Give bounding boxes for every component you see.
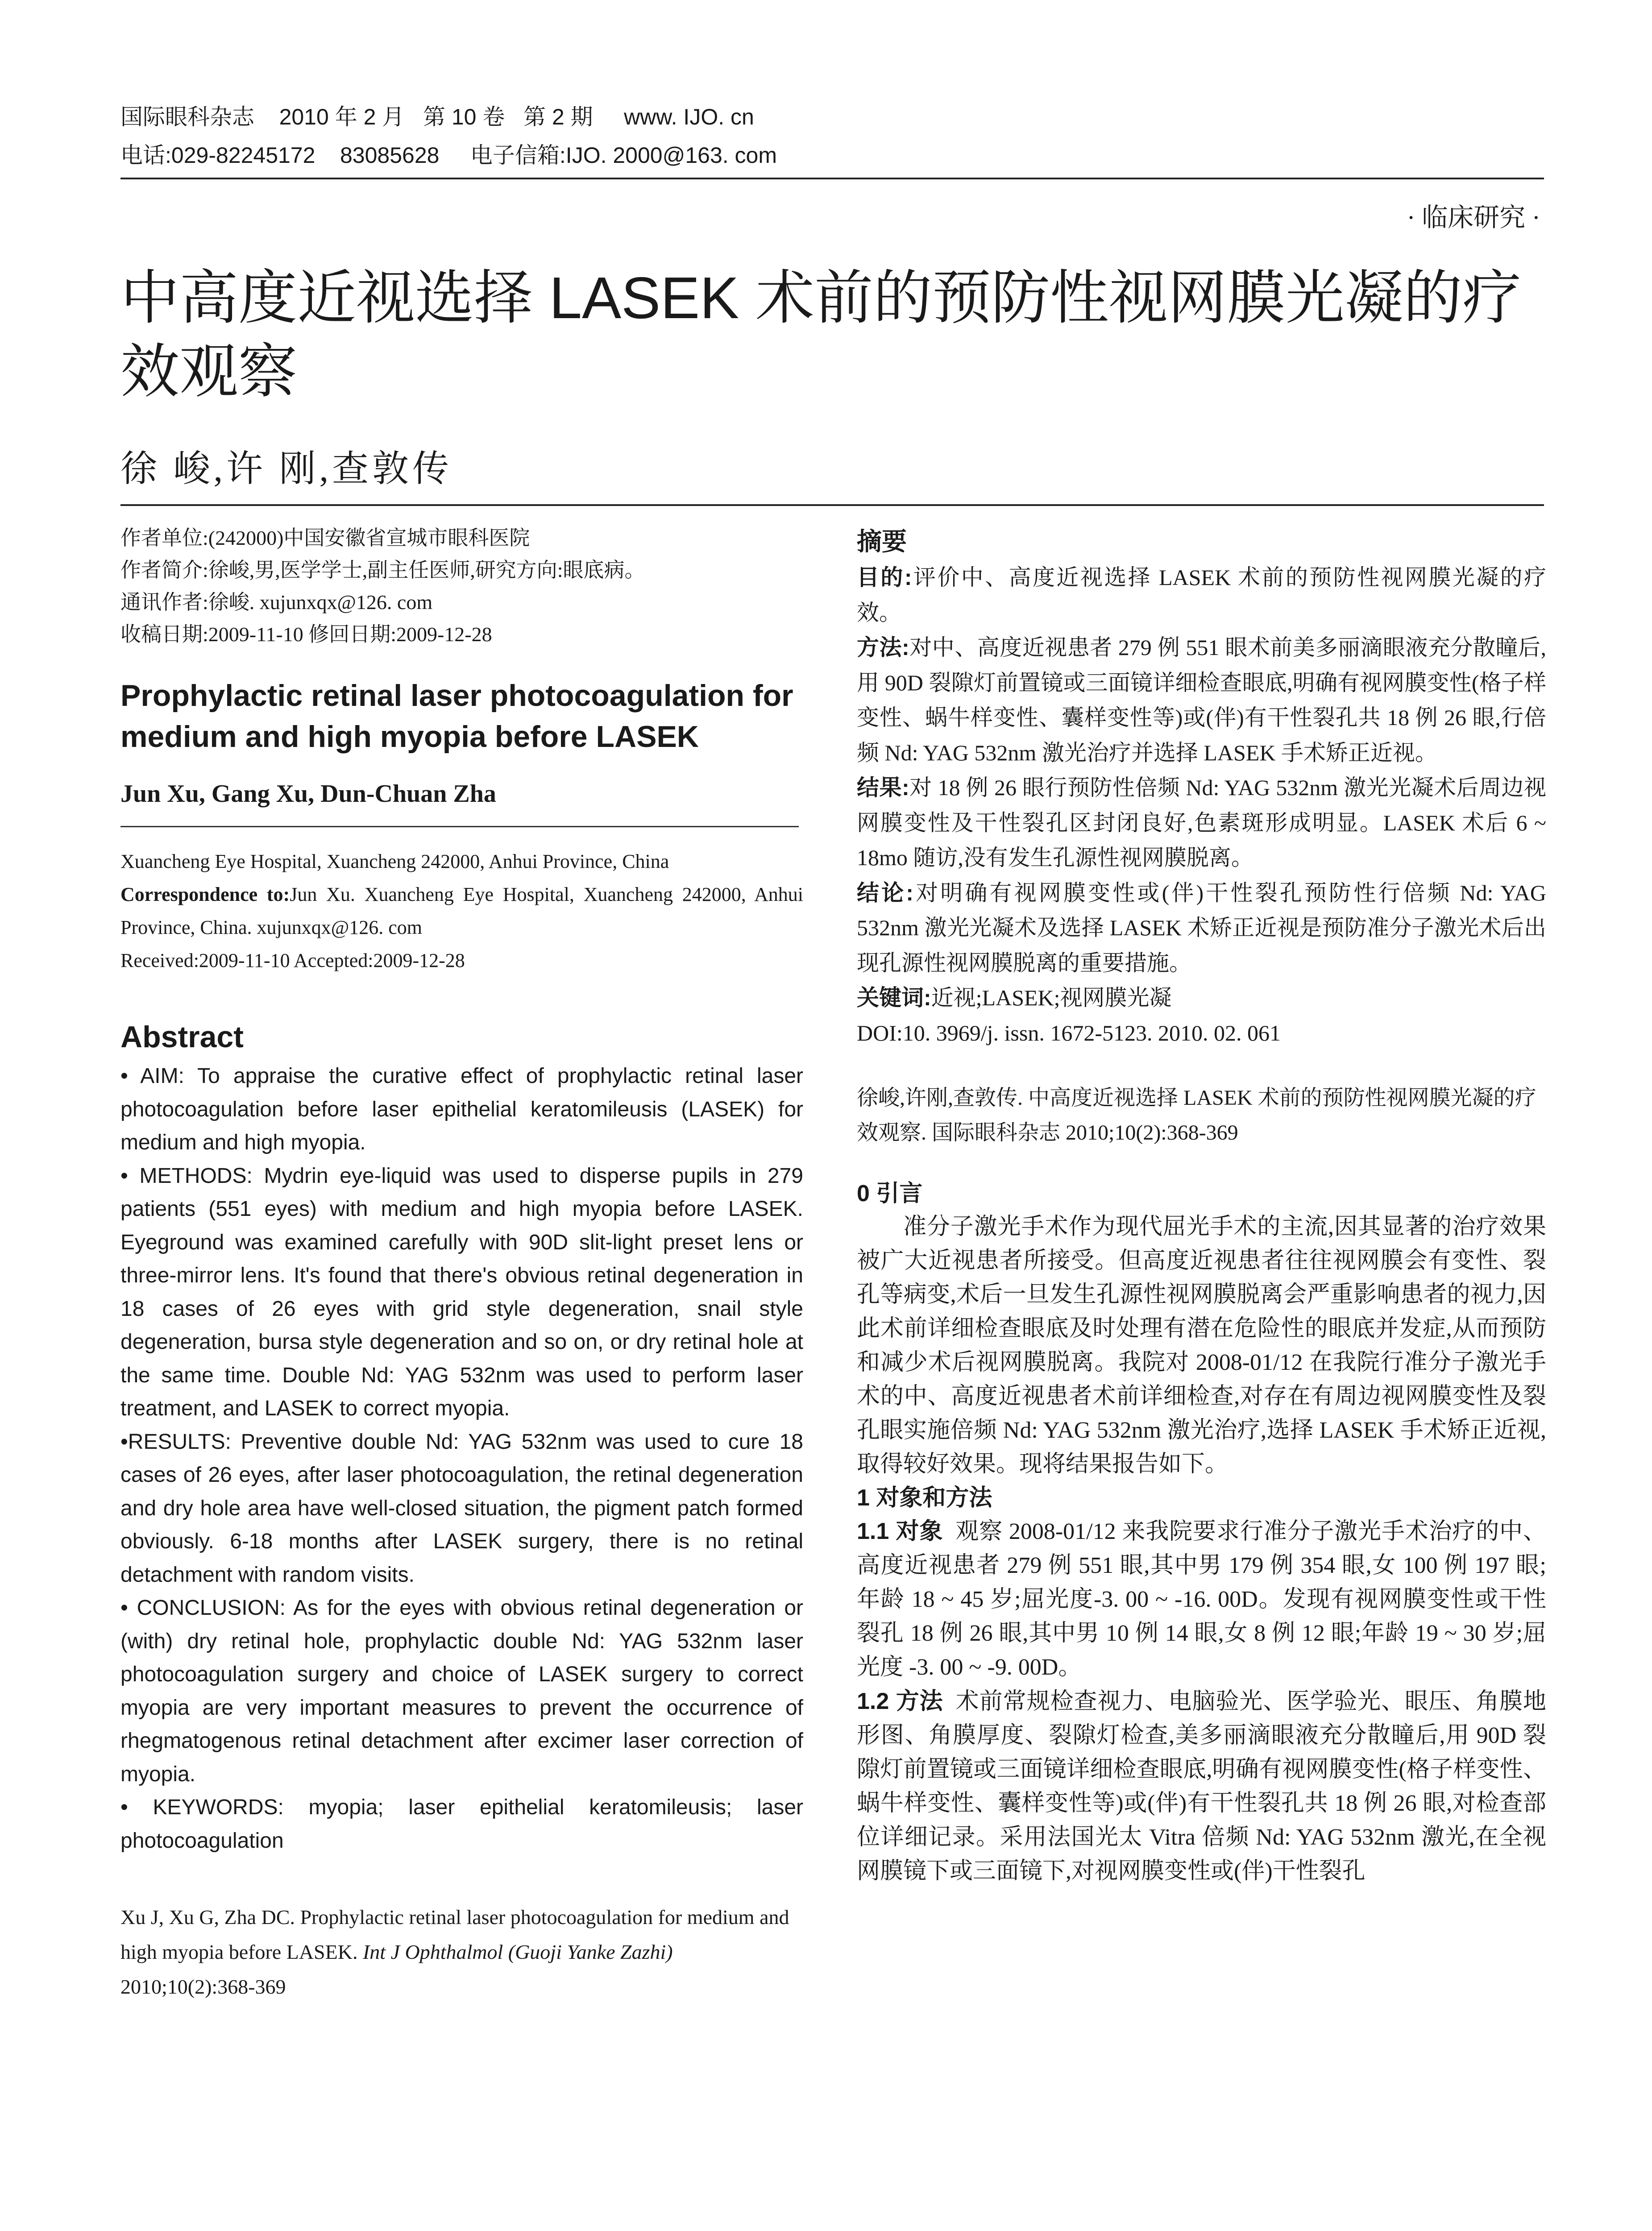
- received-dates: 收稿日期:2009-11-10 修回日期:2009-12-28: [120, 623, 492, 646]
- abstract-conclusion: [120, 1592, 803, 1791]
- conclusion-text: As for the eyes with obvious retinal degeneration or (with) dry retinal hole, prophylactic double Nd: YAG 532nm laser photocoagulation surgery and choice of LASEK surgery to correct myopia are very important measures to prevent the occurrence of rhegmatogenous retinal detachment after excimer laser correction of myopia.: [120, 1596, 804, 1786]
- chinese-citation: 徐峻,许刚,查敦传. 中高度近视选择 LASEK 术前的预防性视网膜光凝的疗效观察. 国际眼科杂志 2010;10(2):368-369: [857, 1086, 1536, 1145]
- zh-keywords: [857, 980, 1546, 1016]
- zh-aim-text: 评价中、高度近视选择 LASEK 术前的预防性视网膜光凝的疗效。: [857, 565, 1546, 625]
- methods-text: Mydrin eye-liquid was used to disperse pupils in 279 patients (551 eyes) with medium and high myopia before LASEK. Eyeground was examined carefully with 90D slit-light preset lens or three-mirror lens. It's found that there's obvious retinal degeneration in 18 cases of 26 eyes with grid style degeneration, snail style degeneration, bursa style degeneration and so on, or dry retinal hole at the same time. Double Nd: YAG 532nm was used to perform laser treatment, and LASEK to correct myopia.: [120, 1164, 804, 1420]
- zh-conclusion-text: 对明确有视网膜变性或(伴)干性裂孔预防性行倍频 Nd: YAG 532nm 激光光凝术及选择 LASEK 术矫正近视是预防准分子激光术后出现孔源性视网膜脱离的重要措施。: [857, 880, 1546, 975]
- chinese-abstract-heading: 摘要: [857, 527, 907, 556]
- zh-conclusion: [857, 875, 1546, 981]
- zh-keywords-label: 关键词:: [857, 985, 931, 1010]
- author-correspondence: 通讯作者:徐峻. xujunxqx@126. com: [120, 591, 433, 614]
- citation-post: 2010;10(2):368-369: [120, 1975, 286, 1998]
- zh-doi: DOI:10. 3969/j. issn. 1672-5123. 2010. 02. 061: [857, 1020, 1281, 1045]
- article-authors: 徐 峻,许 刚,查敦传: [120, 448, 453, 489]
- subjects-label: 1.1 对象: [857, 1518, 943, 1544]
- english-title: Prophylactic retinal laser photocoagulation for medium and high myopia before LASEK: [120, 679, 793, 754]
- results-text: Preventive double Nd: YAG 532nm was used to cure 18 cases of 26 eyes, after laser photocoagulation, the retinal degeneration and dry hole area have well-closed situation, the pigment patch formed obviously. 6-18 months after LASEK surgery, there is no retinal detachment with random visits.: [120, 1430, 803, 1587]
- abstract-keywords: [120, 1791, 803, 1858]
- results-label: •RESULTS:: [120, 1430, 231, 1454]
- abstract-heading: Abstract: [120, 1020, 244, 1054]
- abstract-aim: [120, 1060, 803, 1160]
- correspondence-text: Jun Xu. Xuancheng Eye Hospital, Xuancheng 242000, Anhui Province, China. xujunxqx@126. com: [120, 883, 803, 938]
- methods-label: 1.2 方法: [857, 1688, 943, 1714]
- methods-heading: 1 对象和方法: [857, 1485, 992, 1511]
- zh-aim: [857, 560, 1546, 630]
- journal-header-line1: 国际眼科杂志 2010 年 2 月 第 10 卷 第 2 期 www. IJO. cn: [120, 104, 754, 129]
- author-bio: 作者简介:徐峻,男,医学学士,副主任医师,研究方向:眼底病。: [120, 559, 645, 581]
- english-correspondence: [120, 878, 803, 944]
- zh-methods: [857, 630, 1546, 770]
- methods-text: 术前常规检查视力、电脑验光、医学验光、眼压、角膜地形图、角膜厚度、裂隙灯检查,美多丽滴眼液充分散瞳后,用 90D 裂隙灯前置镜或三面镜详细检查眼底,明确有视网膜变性(格子样变性、蜗牛样变性、囊样变性等)或(伴)有干性裂孔共 18 例 26 眼,对检查部位详细记录。采用法国光太 Vitra 倍频 Nd: YAG 532nm 激光,在全视网膜镜下或三面镜下,对视网膜变性或(伴)干性裂孔: [857, 1689, 1546, 1884]
- abstract-results: [120, 1426, 803, 1592]
- english-affiliation: Xuancheng Eye Hospital, Xuancheng 242000, Anhui Province, China: [120, 850, 669, 872]
- keywords-text: myopia; laser epithelial keratomileusis; laser photocoagulation: [120, 1796, 803, 1853]
- subjects-text: 观察 2008-01/12 来我院要求行准分子激光手术治疗的中、高度近视患者 279 例 551 眼,其中男 179 例 354 眼,女 100 例 197 眼;年龄 18 ~ 45 岁;屈光度-3. 00 ~ -16. 00D。发现有视网膜变性或干性裂孔 18 例 26 眼,其中男 10 例 14 眼,女 8 例 12 眼;年龄 19 ~ 30 岁;屈光度 -3. 00 ~ -9. 00D。: [857, 1519, 1546, 1680]
- zh-aim-label: 目的:: [857, 565, 912, 590]
- intro-section: [857, 1177, 1546, 1888]
- zh-methods-text: 对中、高度近视患者 279 例 551 眼术前美多丽滴眼液充分散瞳后,用 90D 裂隙灯前置镜或三面镜详细检查眼底,明确有视网膜变性(格子样变性、蜗牛样变性、囊样变性等)或(伴)有干性裂孔共 18 例 26 眼,行倍频 Nd: YAG 532nm 激光治疗并选择 LASEK 手术矫正近视。: [857, 635, 1547, 765]
- aim-label: • AIM:: [120, 1064, 184, 1088]
- abstract-methods: [120, 1160, 803, 1426]
- methods-label: • METHODS:: [120, 1164, 253, 1188]
- author-info: [120, 522, 803, 651]
- english-abstract: [120, 1060, 803, 1858]
- english-received: Received:2009-11-10 Accepted:2009-12-28: [120, 950, 465, 971]
- conclusion-label: • CONCLUSION:: [120, 1596, 286, 1620]
- zh-results-label: 结果:: [857, 775, 909, 800]
- zh-keywords-text: 近视;LASEK;视网膜光凝: [931, 985, 1172, 1010]
- english-authors: Jun Xu, Gang Xu, Dun-Chuan Zha: [120, 780, 496, 808]
- intro-paragraph: 准分子激光手术作为现代屈光手术的主流,因其显著的治疗效果被广大近视患者所接受。但高度近视患者往往视网膜会有变性、裂孔等病变,术后一旦发生孔源性视网膜脱离会严重影响患者的视力,因此术前详细检查眼底及时处理有潜在危险性的眼底并发症,从而预防和减少术后视网膜脱离。我院对 2008-01/12 在我院行准分子激光手术的中、高度近视患者术前详细检查,对存在有周边视网膜变性及裂孔眼实施倍频 Nd: YAG 532nm 激光治疗,选择 LASEK 手术矫正近视,取得较好效果。现将结果报告如下。: [857, 1214, 1546, 1477]
- citation-pre: Xu J, Xu G, Zha DC. Prophylactic retinal laser photocoagulation for medium and high myopia before LASEK.: [120, 1906, 789, 1963]
- author-unit: 作者单位:(242000)中国安徽省宣城市眼科医院: [120, 527, 530, 549]
- keywords-label: • KEYWORDS:: [120, 1796, 284, 1819]
- intro-heading: 0 引言: [857, 1181, 923, 1207]
- title-rule: [120, 504, 1544, 506]
- journal-header-line2: 电话:029-82245172 83085628 电子信箱:IJO. 2000@163. com: [120, 143, 777, 168]
- right-column: [857, 522, 1546, 1888]
- left-column: [120, 522, 803, 2004]
- zh-results: [857, 770, 1546, 875]
- citation-journal: Int J Ophthalmol (Guoji Yanke Zazhi): [362, 1941, 673, 1963]
- correspondence-label: Correspondence to:: [120, 883, 290, 905]
- header-rule: [120, 178, 1544, 179]
- english-affiliation-block: [120, 845, 803, 977]
- article-title: 中高度近视选择 LASEK 术前的预防性视网膜光凝的疗效观察: [120, 265, 1521, 404]
- zh-conclusion-label: 结论:: [857, 880, 913, 905]
- zh-results-text: 对 18 例 26 眼行预防性倍频 Nd: YAG 532nm 激光光凝术后周边视网膜变性及干性裂孔区封闭良好,色素斑形成明显。LASEK 术后 6 ~ 18mo 随访,没有发生孔源性视网膜脱离。: [857, 775, 1546, 870]
- english-citation: [120, 1900, 803, 2004]
- aim-text: To appraise the curative effect of prophylactic retinal laser photocoagulation before laser epithelial keratomileusis (LASEK) for medium and high myopia.: [120, 1064, 804, 1154]
- methods-paragraph: [857, 1684, 1546, 1888]
- english-authors-rule: [120, 826, 799, 827]
- section-tag: · 临床研究 ·: [1407, 203, 1540, 232]
- subjects-paragraph: [857, 1514, 1546, 1684]
- zh-methods-label: 方法:: [857, 635, 909, 660]
